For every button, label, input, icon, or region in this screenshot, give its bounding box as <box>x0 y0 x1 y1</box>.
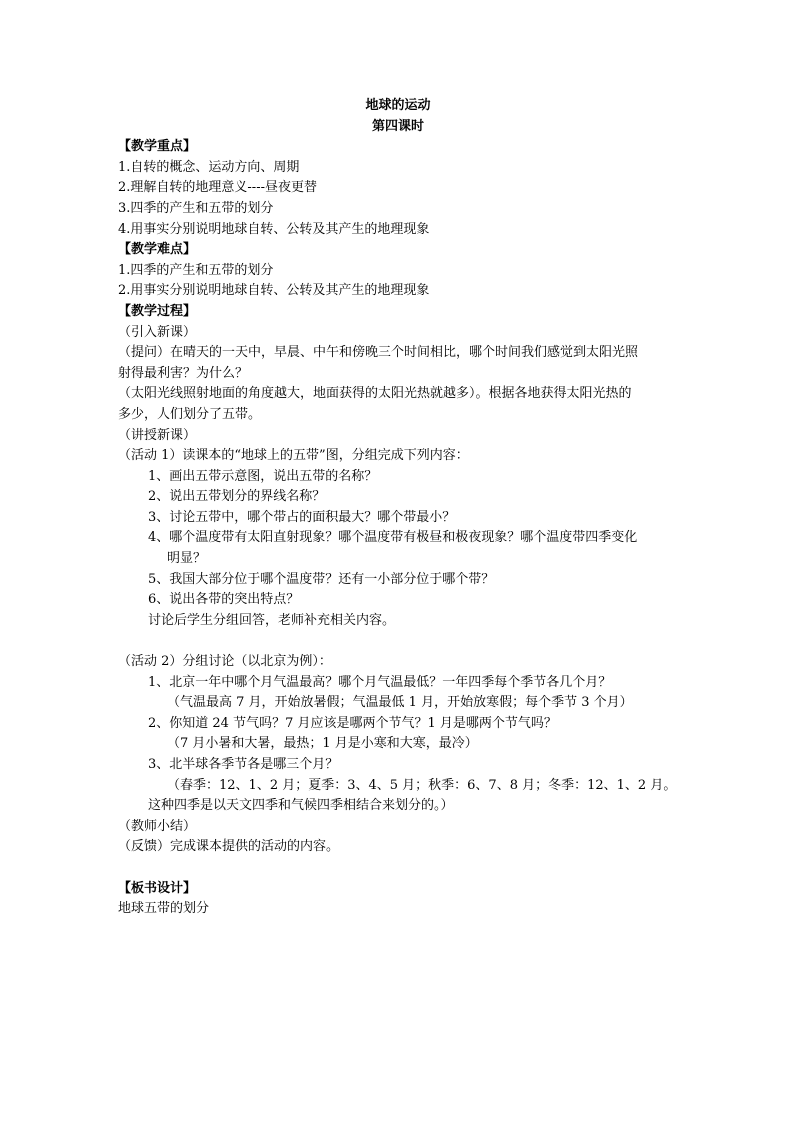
question-line: （提问）在晴天的一天中，早晨、中午和傍晚三个时间相比，哪个时间我们感觉到太阳光照 <box>118 345 639 361</box>
answer-line: 多少，人们划分了五带。 <box>118 406 262 422</box>
key-point: 3.四季的产生和五带的划分 <box>118 200 274 216</box>
activity1-item: 2、说出五带划分的界线名称？ <box>148 489 326 505</box>
activity2-question: 3、北半球各季节各是哪三个月？ <box>148 757 339 772</box>
activity2-answer: （气温最高 7 月，开始放暑假；气温最低 1 月，开始放寒假；每个季节 3 个月） <box>167 695 633 711</box>
activity1-item: 6、说出各带的突出特点？ <box>148 592 300 608</box>
summary-label: （教师小结） <box>118 818 197 834</box>
difficult-heading: 【教学难点】 <box>118 242 197 258</box>
document-title: 地球的运动 <box>365 98 431 113</box>
blank-line <box>118 858 678 879</box>
board-content: 地球五带的划分 <box>118 901 210 917</box>
key-point: 1.自转的概念、运动方向、周期 <box>118 159 300 175</box>
activity2-answer-cont: 这种四季是以天文四季和气候四季相结合来划分的。） <box>148 798 454 814</box>
activity1-item-cont: 明显？ <box>167 551 207 567</box>
activity1-item: 4、哪个温度带有太阳直射现象？哪个温度带有极昼和极夜现象？哪个温度带四季变化 <box>148 530 638 546</box>
activity1-item: 5、我国大部分位于哪个温度带？还有一小部分位于哪个带？ <box>148 571 495 587</box>
document-subtitle: 第四课时 <box>371 118 424 134</box>
key-heading: 【教学重点】 <box>118 139 197 155</box>
difficult-point: 2.用事实分别说明地球自转、公转及其产生的地理现象 <box>118 283 430 299</box>
activity1-item: 1、画出五带示意图，说出五带的名称？ <box>148 468 378 484</box>
new-lesson-label: （讲授新课） <box>118 427 197 443</box>
activity1-intro: （活动 1）读课本的“地球上的五带”图，分组完成下列内容： <box>118 448 469 464</box>
activity1-item: 3、讨论五带中，哪个带占的面积最大？哪个带最小？ <box>148 509 456 525</box>
document-body <box>118 96 678 920</box>
intro-label: （引入新课） <box>118 324 197 340</box>
activity2-question: 2、你知道 24 节气吗？7 月应该是哪两个节气？1 月是哪两个节气吗？ <box>148 715 557 731</box>
answer-line: （太阳光线照射地面的角度越大，地面获得的太阳光热就越多）。根据各地获得太阳光热的 <box>118 386 632 402</box>
activity2-question: 1、北京一年中哪个月气温最高？哪个月气温最低？一年四季每个季节各几个月？ <box>148 674 612 690</box>
difficult-point: 1.四季的产生和五带的划分 <box>118 262 274 278</box>
process-heading: 【教学过程】 <box>118 303 197 319</box>
activity1-note: 讨论后学生分组回答，老师补充相关内容。 <box>148 612 396 628</box>
question-line: 射得最利害？为什么？ <box>118 365 249 381</box>
activity2-intro: （活动 2）分组讨论（以北京为例）： <box>118 654 332 670</box>
activity2-answer: （7 月小暑和大暑，最热；1 月是小寒和大寒，最冷） <box>167 736 478 752</box>
feedback-label: （反馈）完成课本提供的活动的内容。 <box>118 839 340 855</box>
key-point: 4.用事实分别说明地球自转、公转及其产生的地理现象 <box>118 221 430 237</box>
key-point: 2.理解自转的地理意义----昼夜更替 <box>118 180 317 196</box>
board-heading: 【板书设计】 <box>118 880 197 896</box>
blank-line <box>118 631 678 652</box>
activity2-answer: （春季：12、1、2 月；夏季：3、4、5 月；秋季：6、7、8 月；冬季：12、1、2 月。 <box>167 777 677 793</box>
